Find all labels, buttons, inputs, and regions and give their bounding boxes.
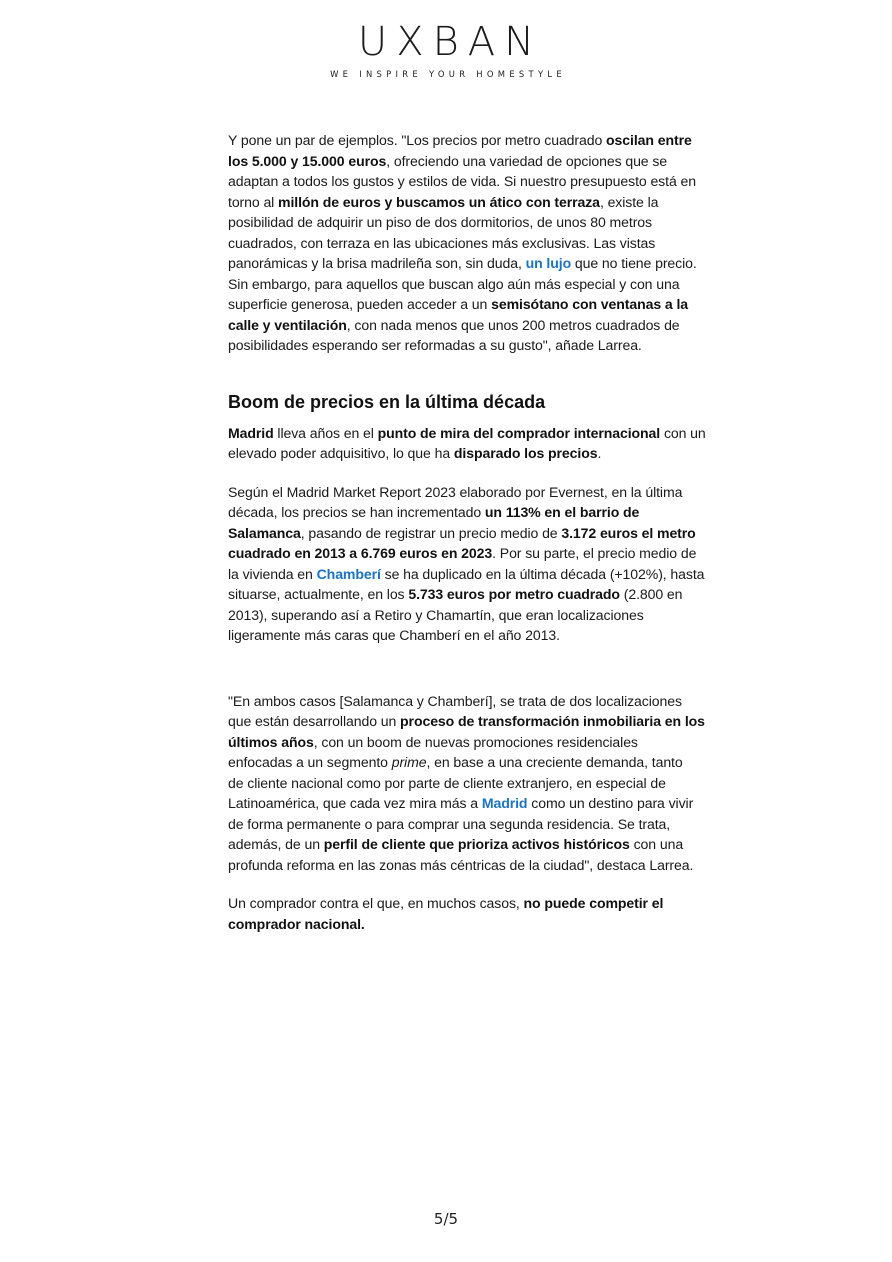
bold-run: un 113% en el barrio de [484, 504, 640, 520]
text-run: Un comprador contra el que, en muchos casos, [228, 895, 524, 911]
text-run: enfocadas a un segmento [228, 754, 392, 770]
bold-run: perfil de cliente que prioriza activos históricos [323, 836, 630, 852]
text-run: panorámicas y la brisa madrileña son, sin duda, [228, 255, 526, 271]
text-run: con un [660, 424, 706, 441]
text-run: (2.800 en [619, 586, 683, 602]
text-run: la vivienda en [228, 565, 317, 582]
text-line [228, 443, 698, 464]
paragraph-market-report [228, 482, 705, 646]
text-run: como un destino para vivir [527, 795, 694, 811]
article-body [228, 130, 706, 934]
text-run: adaptan a todos los gustos y estilos de vida. Si nuestro presupuesto está en [228, 173, 696, 189]
text-line [228, 793, 698, 814]
paragraph-madrid-intro [228, 423, 706, 464]
text-run: posibilidad de adquirir un piso de dos dormitorios, de unos 80 metros [228, 214, 652, 230]
text-run: . [597, 445, 602, 461]
text-run: , con nada menos que unos 200 metros cuadrados de [346, 316, 680, 333]
paragraph-examples [228, 130, 698, 356]
text-run: Sin embargo, para aquellos que buscan algo aún más especial y con una [228, 275, 680, 292]
bold-run: no puede competir el [523, 895, 664, 911]
text-run: , en base a una creciente demanda, tanto [426, 754, 683, 770]
text-line [228, 315, 698, 336]
text-line [228, 233, 698, 254]
bold-run: 3.172 euros el metro [561, 524, 696, 541]
bold-run: Madrid [228, 424, 274, 441]
text-run: , pasando de registrar un precio medio de [300, 524, 562, 541]
text-run: posibilidades esperando ser reformadas a su gusto", añade Larrea. [228, 337, 642, 353]
link-un-lujo[interactable]: un lujo [525, 255, 572, 271]
text-line [228, 274, 698, 295]
text-line [228, 151, 698, 172]
bold-run: 5.733 euros por metro cuadrado [408, 586, 620, 602]
bold-run: punto de mira del comprador internacional [377, 424, 661, 441]
bold-run: los 5.000 y 15.000 euros [228, 152, 387, 169]
text-line [228, 814, 698, 835]
text-run: de forma permanente o para comprar una segunda residencia. Se trata, [228, 815, 671, 832]
text-line [228, 502, 698, 523]
text-line [228, 212, 698, 233]
text-line [228, 752, 698, 773]
text-line [228, 732, 698, 753]
text-run: . Por su parte, el precio medio de [492, 545, 697, 561]
brand-logo [0, 19, 892, 79]
text-line [228, 423, 706, 444]
text-run: que están desarrollando un [228, 713, 401, 729]
text-run: lleva años en el [273, 424, 378, 441]
text-line [228, 855, 698, 876]
text-line [228, 294, 698, 315]
text-line [228, 834, 698, 855]
text-line [228, 564, 705, 585]
text-line [228, 625, 698, 646]
section-heading: Boom de precios en la última década [228, 391, 546, 412]
text-line [228, 482, 698, 503]
text-run: torno al [228, 193, 279, 210]
paragraph-closing [228, 893, 698, 934]
text-line [228, 893, 698, 914]
bold-run: Salamanca [228, 524, 301, 541]
text-line [228, 691, 698, 712]
bold-run: cuadrado en 2013 a 6.769 euros en 2023 [228, 545, 493, 561]
text-run: Y pone un par de ejemplos. "Los precios por metro cuadrado [228, 132, 607, 148]
bold-run: calle y ventilación [228, 316, 347, 333]
text-run: situarse, actualmente, en los [228, 586, 409, 602]
text-run: elevado poder adquisitivo, lo que ha [228, 445, 454, 461]
text-run: , ofreciendo una variedad de opciones que se [386, 152, 668, 169]
text-line [228, 605, 698, 626]
text-run: cuadrados, con terraza en las ubicaciones más exclusivas. Las vistas [228, 234, 656, 251]
bold-run: últimos años [228, 733, 314, 750]
link-chamberi[interactable]: Chamberí [316, 565, 381, 582]
bold-run: millón de euros y buscamos un ático con terraza [278, 193, 600, 210]
bold-run: comprador nacional. [228, 915, 365, 932]
text-line [228, 584, 698, 605]
text-run: además, de un [228, 836, 324, 852]
text-run: "En ambos casos [Salamanca y Chamberí], se trata de dos localizaciones [228, 692, 682, 709]
text-line [228, 335, 698, 356]
text-run: , con un boom de nuevas promociones residenciales [313, 733, 638, 750]
text-run: Según el Madrid Market Report 2023 elaborado por Evernest, en la última [228, 483, 683, 500]
text-line [228, 171, 698, 192]
text-line [228, 914, 698, 935]
page-number: 5/5 [433, 1210, 459, 1228]
bold-run: proceso de transformación inmobiliaria en los [400, 713, 705, 729]
italic-run: prime [391, 754, 427, 770]
bold-run: disparado los precios [453, 445, 598, 461]
text-run: se ha duplicado en la última década (+102%), hasta [380, 565, 705, 582]
text-line [228, 523, 698, 544]
bold-run: semisótano con ventanas a la [491, 296, 689, 312]
text-run: , existe la [599, 193, 659, 210]
text-line [228, 253, 698, 274]
bold-run: oscilan entre [606, 132, 692, 148]
paragraph-quote-larrea [228, 691, 705, 876]
text-run: con una [629, 836, 684, 852]
text-line [228, 192, 698, 213]
text-run: de cliente nacional como por parte de cliente extranjero, en especial de [228, 774, 666, 791]
text-line [228, 130, 698, 151]
text-run: Latinoamérica, que cada vez mira más a [228, 795, 482, 811]
text-line [228, 711, 705, 732]
text-run: 2013), superando así a Retiro y Chamartín, que eran localizaciones [228, 606, 644, 623]
text-line [228, 543, 698, 564]
logo-wordmark: UXBAN [357, 19, 544, 65]
link-madrid[interactable]: Madrid [481, 795, 528, 811]
text-run: superficie generosa, pueden acceder a un [228, 296, 492, 312]
text-run: década, los precios se han incrementado [228, 504, 485, 520]
logo-tagline: WE INSPIRE YOUR HOMESTYLE [330, 69, 566, 79]
text-line [228, 773, 698, 794]
text-run: ligeramente más caras que Chamberí en el año 2013. [228, 627, 560, 643]
text-run: profunda reforma en las zonas más céntricas de la ciudad", destaca Larrea. [228, 856, 694, 873]
text-run: que no tiene precio. [571, 255, 697, 271]
